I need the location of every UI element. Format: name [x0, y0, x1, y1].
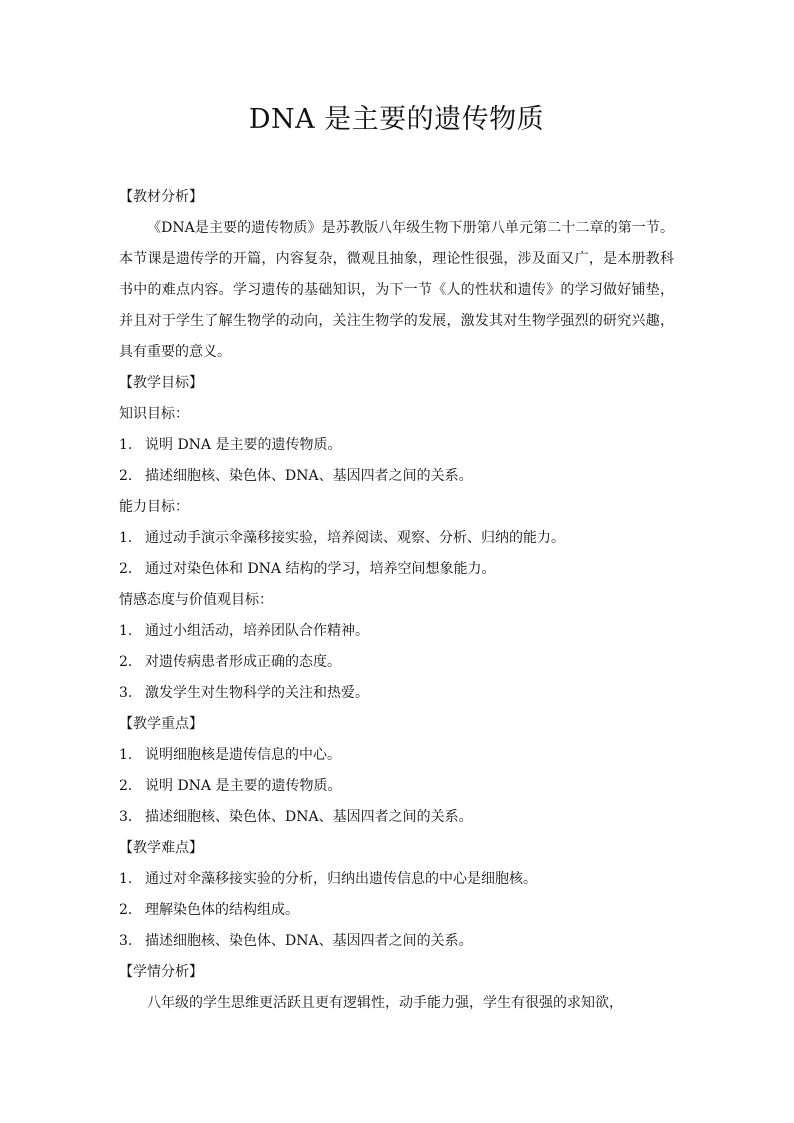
- list-item: [119, 430, 674, 461]
- knowledge-goals-label: 知识目标：: [119, 406, 189, 422]
- section-heading-student-analysis: 【学情分析】: [119, 964, 203, 980]
- section-heading-textbook-analysis: 【教材分析】: [119, 189, 203, 205]
- list-number: 2.: [119, 654, 133, 670]
- list-text: 对遗传病患者形成正确的态度。: [145, 654, 341, 670]
- document-title: DNA 是主要的遗传物质: [248, 104, 545, 135]
- list-text: 说明细胞核是遗传信息的中心。: [145, 747, 341, 763]
- list-item: [119, 647, 674, 678]
- list-item: [119, 740, 674, 771]
- list-text: 理解染色体的结构组成。: [145, 902, 299, 918]
- list-text: 描述细胞核、染色体、DNA、基因四者之间的关系。: [145, 933, 473, 949]
- student-analysis-paragraph: 八年级的学生思维更活跃且更有逻辑性，动手能力强，学生有很强的求知欲，: [147, 995, 623, 1011]
- list-number: 3.: [119, 933, 133, 949]
- list-number: 3.: [119, 685, 133, 701]
- list-item: [119, 802, 674, 833]
- list-text: 通过对染色体和 DNA 结构的学习，培养空间想象能力。: [145, 561, 496, 577]
- list-text: 通过动手演示伞藻移接实验，培养阅读、观察、分析、归纳的能力。: [145, 530, 565, 546]
- document-body: [119, 182, 674, 1019]
- list-text: 说明 DNA 是主要的遗传物质。: [145, 437, 342, 453]
- list-item: [119, 771, 674, 802]
- textbook-analysis-paragraph: 《DNA是主要的遗传物质》是苏教版八年级生物下册第八单元第二十二章的第一节。本节课是遗传学的开篇，内容复杂，微观且抽象，理论性很强，涉及面又广，是本册教科书中的难点内容。学习遗传的基础知识，为下一节《人的性状和遗传》的学习做好铺垫，并且对于学生了解生物学的动向，关注生物学的发展，激发其对生物学强烈的研究兴趣，具有重要的意义。: [119, 220, 674, 360]
- section-heading-difficult-points: 【教学难点】: [119, 840, 203, 856]
- list-number: 1.: [119, 747, 133, 763]
- list-number: 1.: [119, 530, 133, 546]
- list-item: [119, 554, 674, 585]
- list-item: [119, 461, 674, 492]
- list-item: [119, 523, 674, 554]
- list-item: [119, 864, 674, 895]
- list-text: 描述细胞核、染色体、DNA、基因四者之间的关系。: [145, 809, 473, 825]
- ability-goals-label: 能力目标：: [119, 499, 189, 515]
- list-number: 1.: [119, 437, 133, 453]
- section-heading-key-points: 【教学重点】: [119, 716, 203, 732]
- list-text: 说明 DNA 是主要的遗传物质。: [145, 778, 342, 794]
- list-number: 2.: [119, 468, 133, 484]
- list-item: [119, 616, 674, 647]
- list-text: 通过小组活动，培养团队合作精神。: [145, 623, 369, 639]
- list-item: [119, 926, 674, 957]
- section-heading-teaching-goals: 【教学目标】: [119, 375, 203, 391]
- list-number: 1.: [119, 871, 133, 887]
- list-text: 通过对伞藻移接实验的分析，归纳出遗传信息的中心是细胞核。: [145, 871, 537, 887]
- list-number: 2.: [119, 561, 133, 577]
- list-number: 2.: [119, 902, 133, 918]
- list-item: [119, 678, 674, 709]
- emotion-goals-label: 情感态度与价值观目标：: [119, 592, 273, 608]
- list-text: 激发学生对生物科学的关注和热爱。: [145, 685, 369, 701]
- list-number: 3.: [119, 809, 133, 825]
- list-number: 1.: [119, 623, 133, 639]
- list-item: [119, 895, 674, 926]
- list-number: 2.: [119, 778, 133, 794]
- list-text: 描述细胞核、染色体、DNA、基因四者之间的关系。: [145, 468, 473, 484]
